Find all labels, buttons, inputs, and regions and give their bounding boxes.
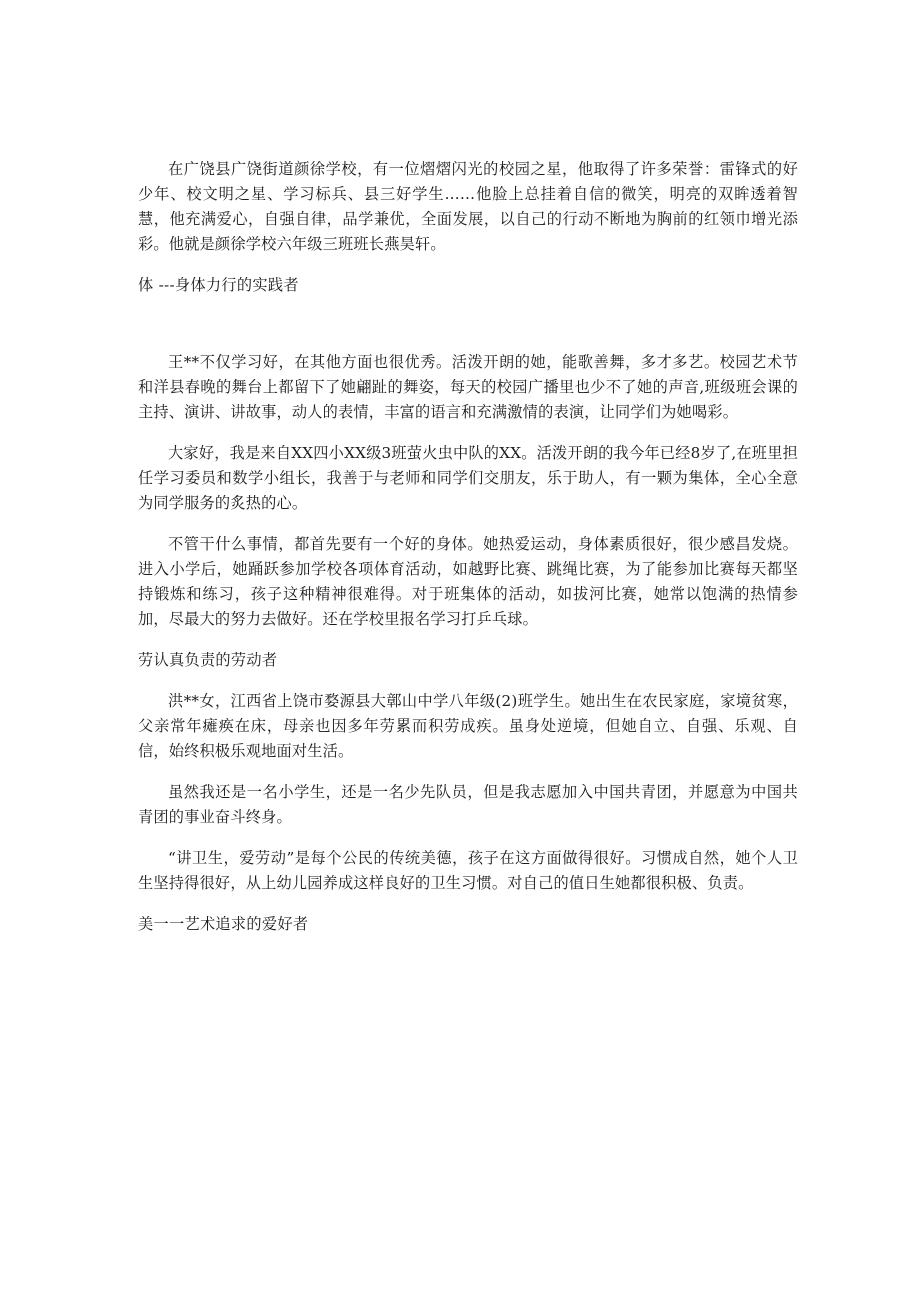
spacer xyxy=(138,314,798,350)
document-body xyxy=(138,157,798,953)
section-heading-mei: 美一一艺术追求的爱好者 xyxy=(138,915,309,933)
paragraph-self-intro: 大家好，我是来自XX四小XX级3班萤火虫中队的XX。活泼开朗的我今年已经8岁了,在班里担任学习委员和数学小组长，我善于与老师和同学们交朋友，乐于助人，有一颗为集体，全心全意为同学服务的炙热的心。 xyxy=(138,444,798,512)
paragraph-wang: 王**不仅学习好，在其他方面也很优秀。活泼开朗的她，能歌善舞，多才多艺。校园艺术节和洋县春晚的舞台上都留下了她翩趾的舞姿，每天的校园广播里也少不了她的声音,班级班会课的主持、演讲、讲故事，动人的表情，丰富的语言和充满激情的表演，让同学们为她喝彩。 xyxy=(138,353,798,421)
paragraph-sports: 不管干什么事情，都首先要有一个好的身体。她热爱运动，身体素质很好，很少感昌发烧。进入小学后，她踊跃参加学校各项体育活动，如越野比赛、跳绳比赛，为了能参加比赛每天都坚持锻炼和练习，孩子这种精神很难得。对于班集体的活动，如拔河比赛，她常以饱满的热情参加，尽最大的努力去做好。还在学校里报名学习打乒乓球。 xyxy=(138,535,798,628)
section-heading-ti: 体 ---身体力行的实践者 xyxy=(138,276,299,294)
section-heading-lao: 劳认真负责的劳动者 xyxy=(138,651,278,669)
paragraph-hong: 洪**女，江西省上饶市婺源县大鄣山中学八年级(2)班学生。她出生在农民家庭，家境贫寒，父亲常年瘫痪在床，母亲也因多年劳累而积劳成疾。虽身处逆境，但她自立、自强、乐观、自信，始终积极乐观地面对生活。 xyxy=(138,692,798,760)
paragraph-hygiene: “讲卫生，爱劳动”是每个公民的传统美德，孩子在这方面做得很好。习惯成自然，她个人卫生坚持得很好，从上幼儿园养成这样良好的卫生习惯。对自己的值日生她都很积极、负责。 xyxy=(138,849,798,892)
paragraph-league: 虽然我还是一名小学生，还是一名少先队员，但是我志愿加入中国共青团，并愿意为中国共青团的事业奋斗终身。 xyxy=(138,783,798,826)
paragraph-intro: 在广饶县广饶街道颜徐学校，有一位熠熠闪光的校园之星，他取得了许多荣誉：雷锋式的好少年、校文明之星、学习标兵、县三好学生……他脸上总挂着自信的微笑，明亮的双眸透着智慧，他充满爱心，自强自律，品学兼优，全面发展，以自己的行动不断地为胸前的红领巾增光添彩。他就是颜徐学校六年级三班班长燕昊轩。 xyxy=(138,160,798,253)
